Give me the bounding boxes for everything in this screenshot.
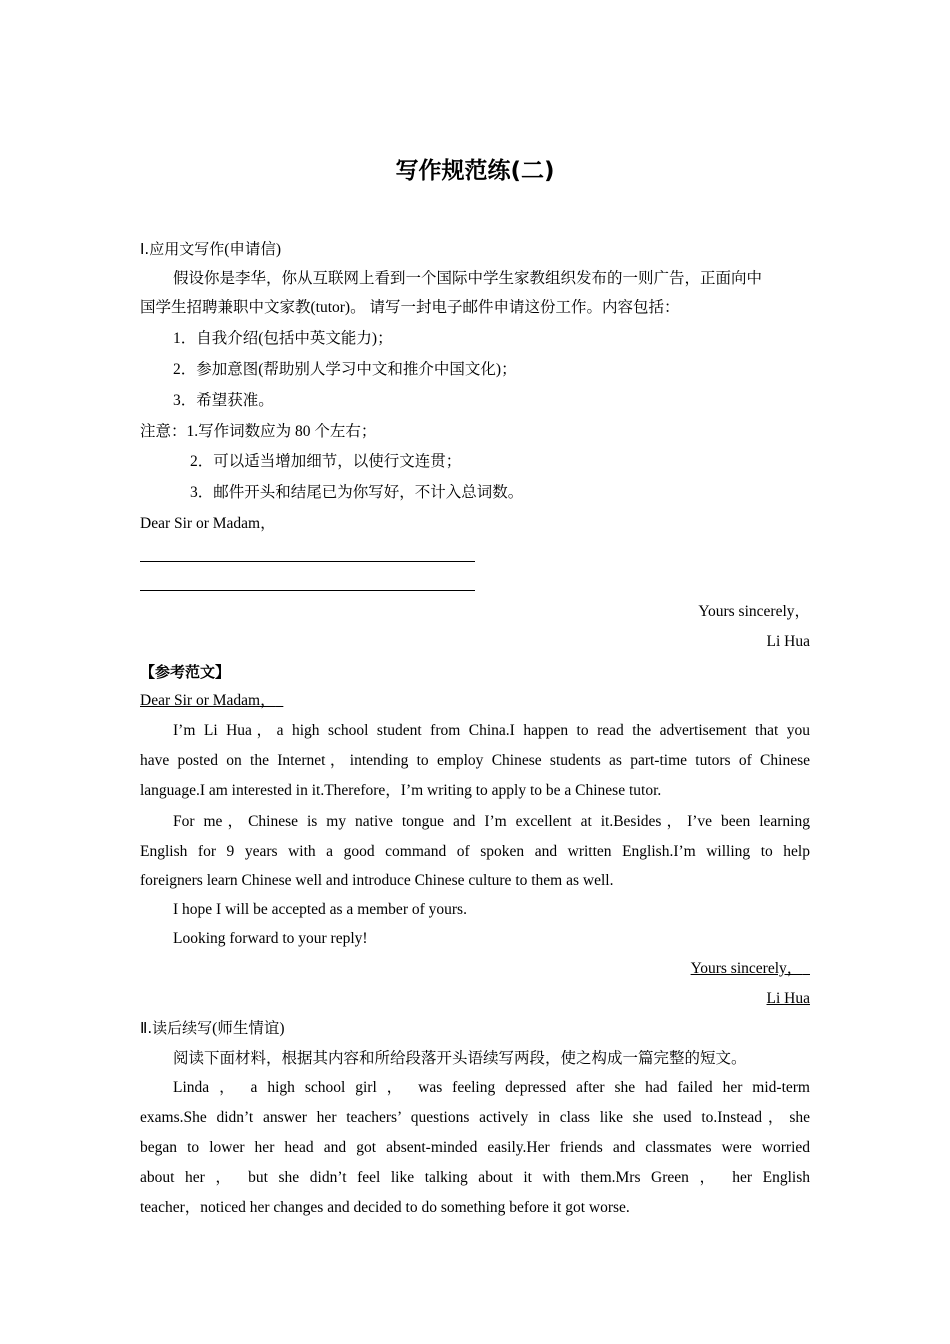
- point-2: 2．参加意图(帮助别人学习中文和推介中国文化)；: [173, 361, 517, 378]
- note-line-3: 3．邮件开头和结尾已为你写好，不计入总词数。: [190, 484, 524, 501]
- prompt-line-1: 假设你是李华，你从互联网上看到一个国际中学生家教组织发布的一则广告，正面向中: [173, 270, 763, 287]
- section2-heading: Ⅱ.读后续写: [140, 1019, 213, 1037]
- passage-line-1: Linda ， a high school girl ， was feeling depressed after she had failed her mid-term: [173, 1079, 810, 1096]
- sample-closing: Yours sincerely，: [690, 960, 803, 977]
- answer-blank-line-1: [140, 561, 475, 562]
- sample-line-5: English for 9 years with a good command of spoken and written English.I’m willing to help: [140, 843, 810, 860]
- section1-heading: Ⅰ.应用文写作: [140, 240, 225, 258]
- sample-label: 【参考范文】: [140, 663, 231, 681]
- sample-line-2: have posted on the Internet，intending to employ Chinese students as part-time tutors of Chinese: [140, 752, 810, 769]
- sample-line-7: I hope I will be accepted as a member of yours.: [173, 901, 467, 918]
- passage-line-5: teacher，noticed her changes and decided to do something before it got worse.: [140, 1199, 630, 1216]
- note-line-2: 2．可以适当增加细节，以使行文连贯；: [190, 453, 462, 470]
- section2-heading-line: [140, 1017, 810, 1040]
- sample-line-1: I’m Li Hua，a high school student from China.I happen to read the advertisement that you: [173, 722, 810, 739]
- sample-greeting: Dear Sir or Madam，: [140, 692, 276, 709]
- sample-closing-line: [140, 958, 810, 980]
- sample-greeting-line: [140, 690, 810, 712]
- sample-line-4: For me，Chinese is my native tongue and I’m excellent at it.Besides，I’ve been learning: [173, 813, 810, 830]
- letter-greeting: Dear Sir or Madam，: [140, 515, 276, 532]
- point-3: 3．希望获准。: [173, 392, 274, 409]
- section2-instruction: 阅读下面材料，根据其内容和所给段落开头语续写两段，使之构成一篇完整的短文。: [173, 1050, 747, 1067]
- passage-line-3: began to lower her head and got absent-minded easily.Her friends and classmates were worried: [140, 1139, 810, 1156]
- letter-closing: Yours sincerely，: [698, 603, 810, 620]
- letter-signature: Li Hua: [766, 633, 810, 650]
- sample-signature-line: [140, 988, 810, 1010]
- sample-line-6: foreigners learn Chinese well and introduce Chinese culture to them as well.: [140, 872, 614, 889]
- prompt-line-2: 国学生招聘兼职中文家教(tutor)。 请写一封电子邮件申请这份工作。内容包括：: [140, 299, 680, 316]
- passage-line-4: about her ， but she didn’t feel like talking about it with them.Mrs Green ， her English: [140, 1169, 810, 1186]
- point-1: 1．自我介绍(包括中英文能力)；: [173, 330, 393, 347]
- answer-blank-line-2: [140, 590, 475, 591]
- sample-line-3: language.I am interested in it.Therefore，I’m writing to apply to be a Chinese tutor.: [140, 782, 662, 799]
- page-title: 写作规范练(二): [395, 158, 555, 184]
- sample-line-8: Looking forward to your reply!: [173, 930, 368, 947]
- sample-signature: Li Hua: [766, 990, 810, 1007]
- section2-heading-type: (师生情谊): [212, 1020, 285, 1037]
- note-line-1: 注意：1.写作词数应为 80 个左右；: [140, 423, 377, 440]
- section1-heading-line: [140, 238, 810, 261]
- section1-heading-type: (申请信): [224, 241, 282, 258]
- passage-line-2: exams.She didn’t answer her teachers’ questions actively in class like she used to.Instead，she: [140, 1109, 810, 1126]
